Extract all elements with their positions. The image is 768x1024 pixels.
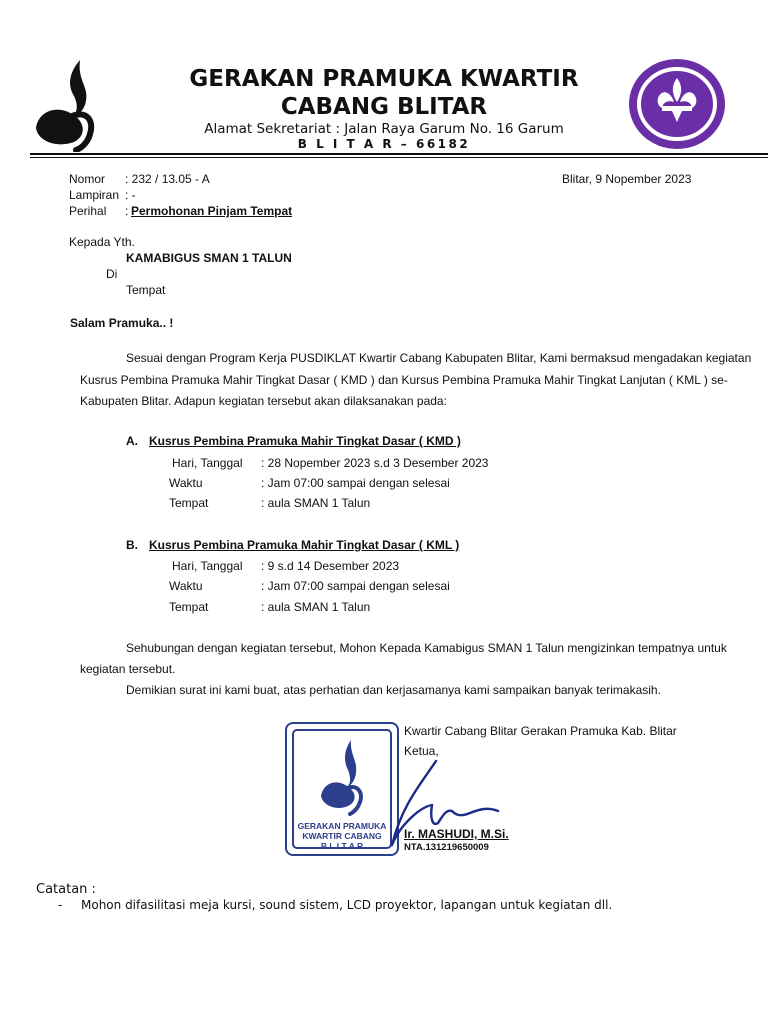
notes-dash: - [58,898,63,912]
event-b-letter: B. [126,538,138,552]
event-b-tempat-label: Tempat [169,600,209,614]
city-postcode: B L I T A R – 66182 [297,137,471,151]
stamp-line2: KWARTIR CABANG [302,831,382,841]
body-p1-line3: Kabupaten Blitar. Adapun kegiatan tersebut akan dilaksanakan pada: [80,394,447,408]
event-b-hari-label: Hari, Tanggal [172,559,243,573]
event-b-hari-value: : 9 s.d 14 Desember 2023 [261,559,400,573]
event-a-tempat-value: : aula SMAN 1 Talun [261,496,371,510]
event-a-hari-label: Hari, Tanggal [172,456,243,470]
perihal-label: Perihal [69,204,107,218]
event-a-title: Kusrus Pembina Pramuka Mahir Tingkat Dasar ( KMD ) [149,434,461,448]
org-name-line1: GERAKAN PRAMUKA KWARTIR [189,66,579,92]
event-a-hari-value: : 28 Nopember 2023 s.d 3 Desember 2023 [261,456,489,470]
signature-nta: NTA.131219650009 [404,842,489,853]
stamp-line3: B L I T A R [320,841,364,851]
kepada-yth: Kepada Yth. [69,235,135,249]
recipient-name: KAMABIGUS SMAN 1 TALUN [126,251,292,265]
notes-heading: Catatan : [36,882,96,897]
closing-p3: Demikian surat ini kami buat, atas perhatian dan kerjasamanya kami sampaikan banyak terimakasih. [126,683,661,697]
event-a-waktu-label: Waktu [169,476,203,490]
body-p1-line1: Sesuai dengan Program Kerja PUSDIKLAT Kwartir Cabang Kabupaten Blitar, Kami bermaksud mengadakan kegiatan [126,351,752,365]
salutation: Salam Pramuka.. ! [70,316,174,330]
event-b-title: Kusrus Pembina Pramuka Mahir Tingkat Dasar ( KML ) [149,538,460,552]
org-name-line2: CABANG BLITAR [280,94,488,120]
lampiran-label: Lampiran [69,188,120,202]
nomor-label: Nomor [69,172,106,186]
perihal-colon: : [125,204,129,218]
event-a-waktu-value: : Jam 07:00 sampai dengan selesai [261,476,450,490]
event-b-tempat-value: : aula SMAN 1 Talun [261,600,371,614]
header-rule-thick [30,153,768,155]
lampiran-value: : - [125,188,136,202]
signature-role: Ketua, [404,744,439,758]
recipient-di: Di [106,267,118,281]
event-a-letter: A. [126,434,138,448]
signature-name: Ir. MASHUDI, M.Si. [404,827,509,841]
recipient-tempat: Tempat [126,283,166,297]
notes-item: Mohon difasilitasi meja kursi, sound sistem, LCD proyektor, lapangan untuk kegiatan dll. [81,898,613,912]
perihal-value: Permohonan Pinjam Tempat [131,204,293,218]
closing-p2-line1: Sehubungan dengan kegiatan tersebut, Mohon Kepada Kamabigus SMAN 1 Talun mengizinkan tempatnya untuk [126,641,727,655]
address: Alamat Sekretariat : Jalan Raya Garum No. 16 Garum [204,121,564,137]
signature-org: Kwartir Cabang Blitar Gerakan Pramuka Kab. Blitar [404,724,677,738]
closing-p2-line2: kegiatan tersebut. [80,662,176,676]
stamp-line1: GERAKAN PRAMUKA [297,821,387,831]
place-date: Blitar, 9 Nopember 2023 [562,172,692,186]
stamp-tunas-icon [317,736,371,816]
header-rule-thin [30,157,768,158]
body-p1-line2: Kusrus Pembina Pramuka Mahir Tingkat Dasar ( KMD ) dan Kursus Pembina Pramuka Mahir Tingkat Lanjutan ( KML ) se- [80,373,728,387]
event-b-waktu-value: : Jam 07:00 sampai dengan selesai [261,579,450,593]
event-b-waktu-label: Waktu [169,579,203,593]
event-a-tempat-label: Tempat [169,496,209,510]
nomor-value: : 232 / 13.05 - A [125,172,210,186]
